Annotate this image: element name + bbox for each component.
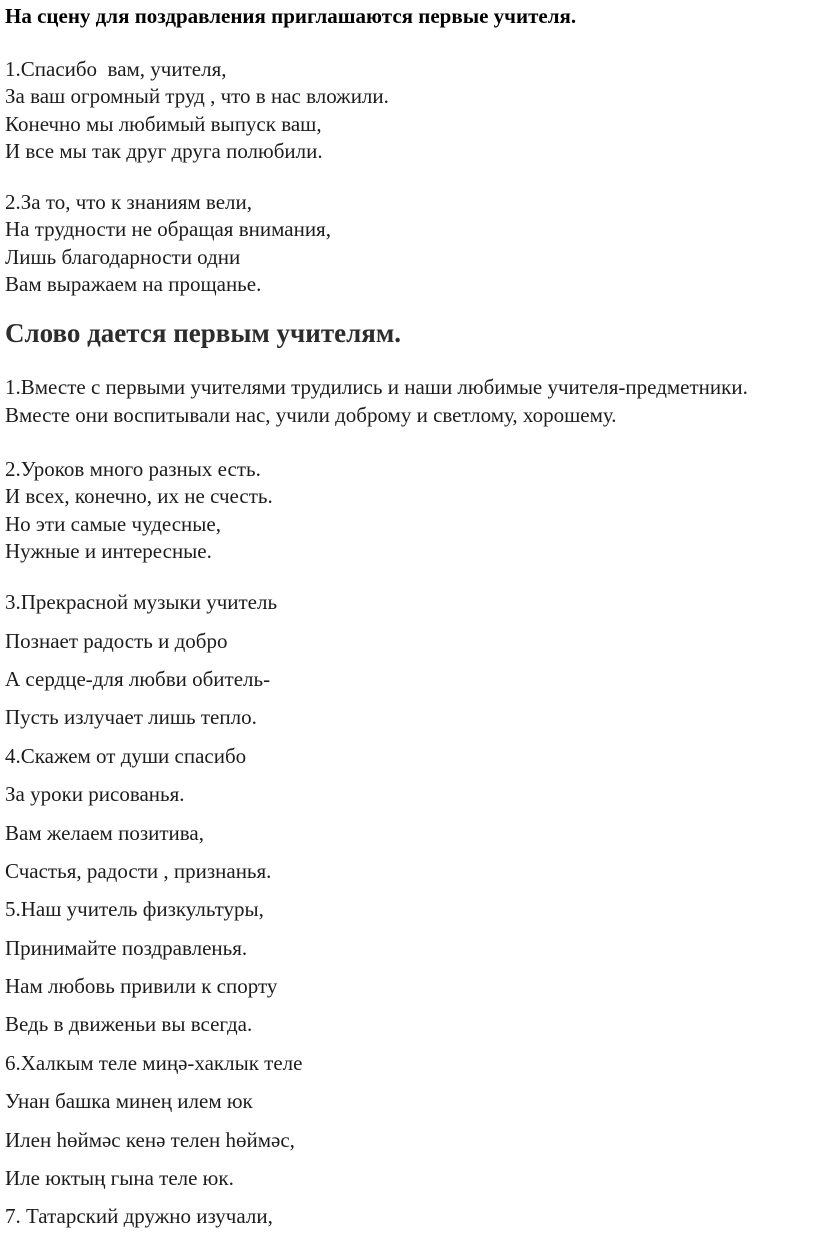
spaced-line: Илен һөймәс кенә телен һөймәс, bbox=[5, 1127, 295, 1152]
stanza-line: За ваш огромный труд , что в нас вложили. bbox=[5, 84, 389, 109]
stanza-line: Лишь благодарности одни bbox=[5, 244, 241, 269]
double-spaced-verses bbox=[5, 589, 810, 1230]
stanza-line: 2.Уроков много разных есть. bbox=[5, 456, 261, 481]
paragraph-line: 1.Вместе с первыми учителями трудились и наши любимые учителя-предметники. bbox=[5, 375, 748, 400]
spaced-line: 6.Халкым теле миңә-хаклык теле bbox=[5, 1050, 303, 1075]
spaced-line: Принимайте поздравленья. bbox=[5, 935, 248, 960]
spaced-line: Счастья, радости , признанья. bbox=[5, 858, 272, 883]
spaced-line: Познает радость и добро bbox=[5, 628, 228, 653]
stanza-line: Но эти самые чудесные, bbox=[5, 511, 221, 536]
stanza-line: Конечно мы любимый выпуск ваш, bbox=[5, 111, 322, 136]
stanza-line: Нужные и интересные. bbox=[5, 538, 212, 563]
spaced-line: Нам любовь привили к спорту bbox=[5, 974, 278, 999]
stanza-line: И всех, конечно, их не счесть. bbox=[5, 484, 273, 509]
spaced-line: За уроки рисованья. bbox=[5, 782, 185, 807]
spaced-line: Ведь в движеньи вы всегда. bbox=[5, 1012, 253, 1037]
stanza-thanks-teachers bbox=[5, 56, 810, 165]
spaced-line: 4.Скажем от души спасибо bbox=[5, 743, 247, 768]
stanza-line: На трудности не обращая внимания, bbox=[5, 217, 331, 242]
spaced-line: А сердце-для любви обитель- bbox=[5, 666, 271, 691]
paragraph-subject-teachers bbox=[5, 374, 810, 429]
spaced-line: 5.Наш учитель физкультуры, bbox=[5, 897, 264, 922]
stanza-line: 1.Спасибо вам, учителя, bbox=[5, 57, 227, 81]
stanza-gratitude bbox=[5, 189, 810, 298]
paragraph-line: Вместе они воспитывали нас, учили доброму и светлому, хорошему. bbox=[5, 402, 617, 427]
stanza-line: 2.За то, что к знаниям вели, bbox=[5, 190, 253, 215]
heading-first-teachers-invite: На сцену для поздравления приглашаются первые учителя. bbox=[5, 4, 577, 28]
spaced-line: Пусть излучает лишь тепло. bbox=[5, 705, 257, 730]
stanza-line: И все мы так друг друга полюбили. bbox=[5, 138, 323, 163]
heading-word-to-first-teachers: Слово дается первым учителям. bbox=[5, 318, 401, 349]
spaced-line: 3.Прекрасной музыки учитель bbox=[5, 590, 278, 615]
spaced-line: Иле юктың гына теле юк. bbox=[5, 1166, 234, 1191]
spaced-line: Унан башка минең илем юк bbox=[5, 1089, 253, 1114]
spaced-line: Вам желаем позитива, bbox=[5, 820, 204, 845]
stanza-lessons bbox=[5, 456, 810, 565]
stanza-line: Вам выражаем на прощанье. bbox=[5, 272, 262, 297]
spaced-line: 7. Татарский дружно изучали, bbox=[5, 1204, 273, 1229]
